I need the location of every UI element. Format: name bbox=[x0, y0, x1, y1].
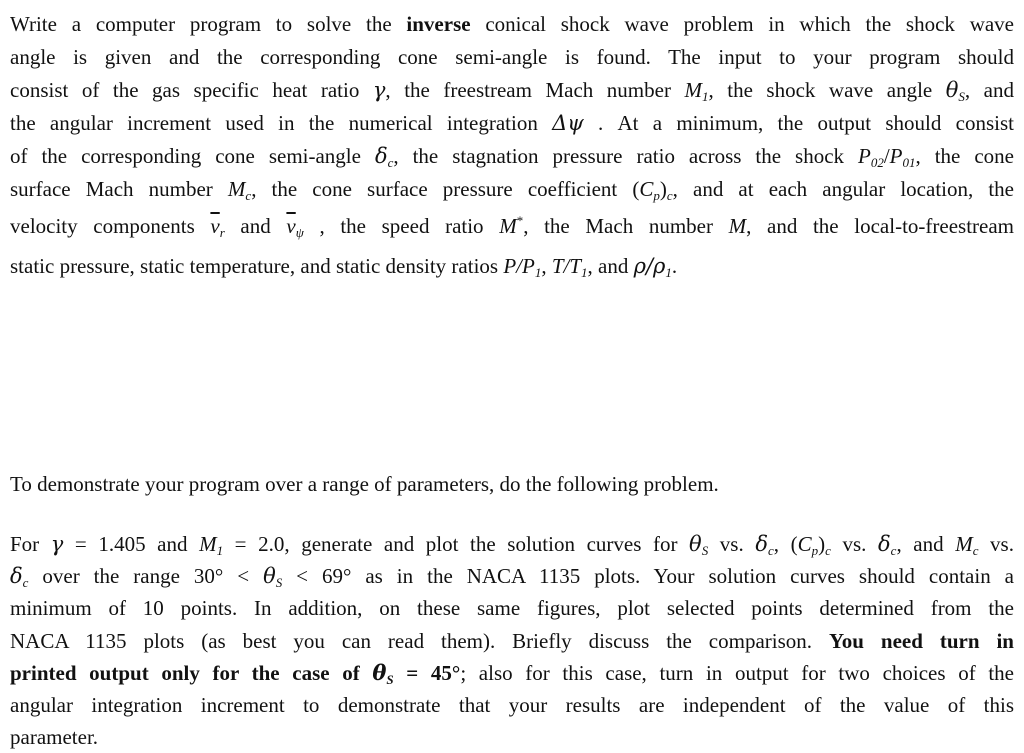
p1-line-3: consist of the gas specific heat ratio γ, the freestream Mach number $M_1$, the shock wave angle $\theta_S$, and bbox=[10, 78, 1014, 104]
p2-line-1: To demonstrate your program over a range of parameters, do the following problem. bbox=[10, 472, 719, 496]
problem-paragraph-3 bbox=[10, 528, 1014, 753]
p1-line-7: velocity components $\overline{v}_r$ and $\overline{v}_\psi$ , the speed ratio M*, the Mach number M, and the local-to-freestream bbox=[10, 213, 1014, 240]
p1-line-4: the angular increment used in the numerical integration Δψ . At a minimum, the output should consist bbox=[10, 111, 1014, 135]
p1-line-2: angle is given and the corresponding cone semi-angle is found. The input to your program should bbox=[10, 45, 1014, 69]
p3-line-5: printed output only for the case of $\theta_S = 45^\circ$; also for this case, turn in output for two choices of the bbox=[10, 659, 1014, 687]
p3-line-7: parameter. bbox=[10, 725, 99, 750]
p3-line-1: For γ = 1.405 and $M_1 = 2.0$, generate and plot the solution curves for $\theta_S$ vs. $\delta_c$, $(C_p)_c$ vs. $\delta_c$, and $M_c$ vs. bbox=[10, 532, 1014, 558]
p1-line-8: static pressure, static temperature, and static density ratios $P/P_1$, $T/T_1$, and $\rho/\rho_1$. bbox=[10, 254, 678, 280]
p1-line-6: surface Mach number $M_c$, the cone surface pressure coefficient $(C_p)_c$, and at each angular location, the bbox=[10, 177, 1014, 203]
p3-line-3: minimum of 10 points. In addition, on these same figures, plot selected points determined from the bbox=[10, 596, 1014, 621]
p1-line-1: Write a computer program to solve the inverse conical shock wave problem in which the shock wave bbox=[10, 12, 1015, 36]
p3-line-6: angular integration increment to demonstrate that your results are independent of the value of this bbox=[10, 692, 1014, 717]
p3-line-2: $\delta_c$ over the range $30^\circ < \theta_S < 69^\circ$ as in the NACA 1135 plots. Your solution curves should contain a bbox=[10, 564, 1014, 591]
p3-line-4: NACA 1135 plots (as best you can read them). Briefly discuss the comparison. You need turn in bbox=[10, 628, 1014, 653]
problem-paragraph-2 bbox=[10, 468, 1014, 501]
problem-paragraph-1 bbox=[10, 8, 1014, 286]
p1-line-5: of the corresponding cone semi-angle $\delta_c$, the stagnation pressure ratio across the shock $P_{02}/P_{01}$, the cone bbox=[10, 144, 1014, 170]
